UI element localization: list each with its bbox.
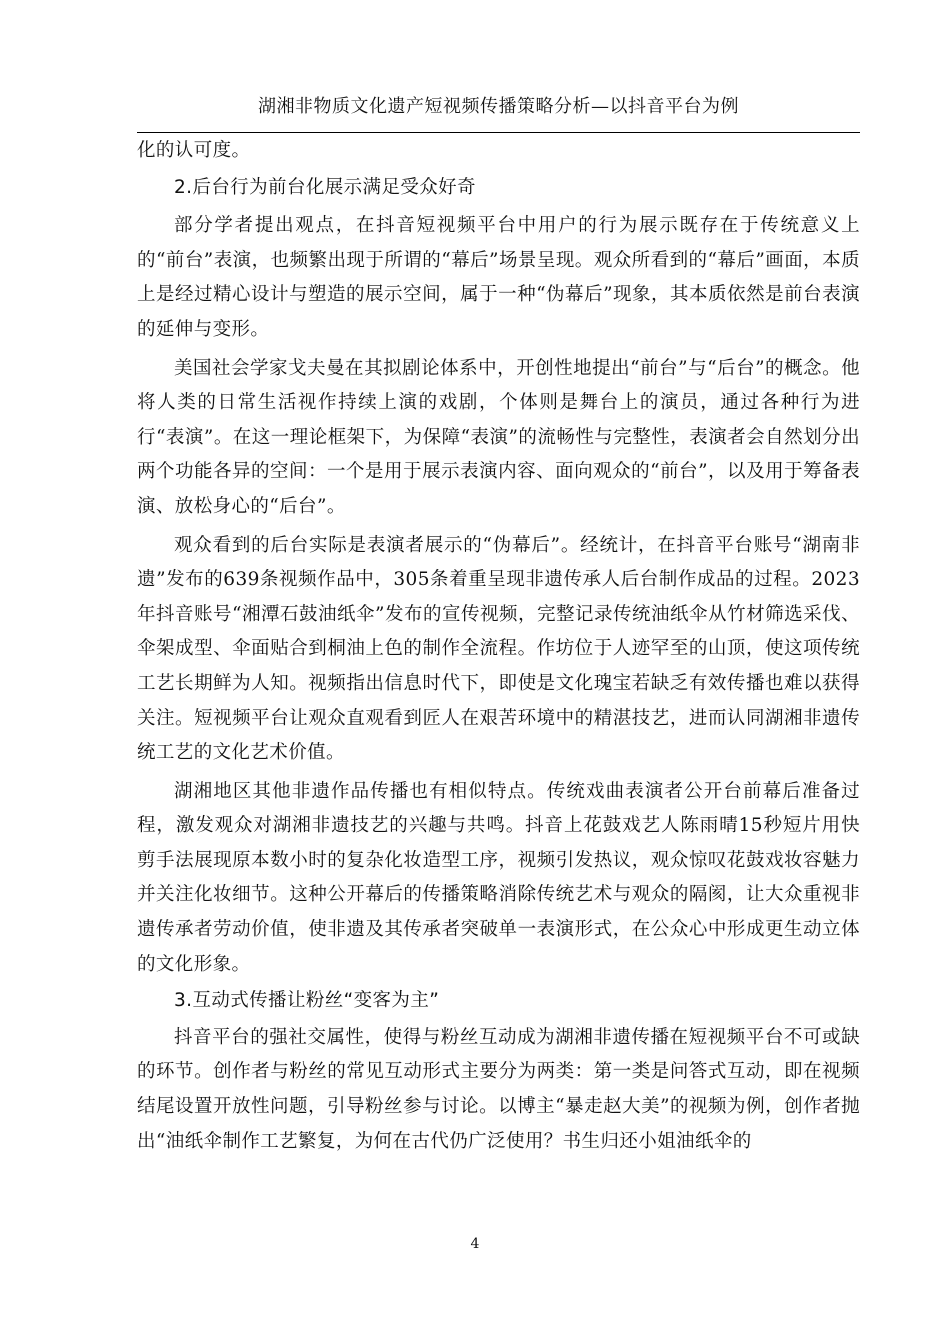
section-heading-2: 2.后台行为前台化展示满足受众好奇 xyxy=(174,176,476,198)
page-header-title: 湖湘非物质文化遗产短视频传播策略分析—以抖音平台为例 xyxy=(258,96,739,117)
page-number: 4 xyxy=(470,1236,480,1252)
paragraph: 观众看到的后台实际是表演者展示的“伪幕后”。经统计，在抖音平台账号“湖南非遗”发布的639条视频作品中，305条着重呈现非遗传承人后台制作成品的过程。2023年抖音账号“湘潭石鼓油纸伞”发布的宣传视频，完整记录传统油纸伞从竹材筛选采伐、伞架成型、伞面贴合到桐油上色的制作全流程。作坊位于人迹罕至的山顶，使这项传统工艺长期鲜为人知。视频指出信息时代下，即使是文化瑰宝若缺乏有效传播也难以获得关注。短视频平台让观众直观看到匠人在艰苦环境中的精湛技艺，进而认同湖湘非遗传统工艺的文化艺术价值。 xyxy=(137,534,860,764)
section-heading-3: 3.互动式传播让粉丝“变客为主” xyxy=(174,990,440,1012)
paragraph-continuation: 化的认可度。 xyxy=(137,140,251,161)
paragraph: 部分学者提出观点，在抖音短视频平台中用户的行为展示既存在于传统意义上的“前台”表演，也频繁出现于所谓的“幕后”场景呈现。观众所看到的“幕后”画面，本质上是经过精心设计与塑造的展示空间，属于一种“伪幕后”现象，其本质依然是前台表演的延伸与变形。 xyxy=(137,215,860,340)
paragraph: 湖湘地区其他非遗作品传播也有相似特点。传统戏曲表演者公开台前幕后准备过程，激发观众对湖湘非遗技艺的兴趣与共鸣。抖音上花鼓戏艺人陈雨晴15秒短片用快剪手法展现原本数小时的复杂化妆造型工序，视频引发热议，观众惊叹花鼓戏妆容魅力并关注化妆细节。这种公开幕后的传播策略消除传统艺术与观众的隔阂，让大众重视非遗传承者劳动价值，使非遗及其传承者突破单一表演形式，在公众心中形成更生动立体的文化形象。 xyxy=(137,780,860,975)
paragraph: 美国社会学家戈夫曼在其拟剧论体系中，开创性地提出“前台”与“后台”的概念。他将人类的日常生活视作持续上演的戏剧，个体则是舞台上的演员，通过各种行为进行“表演”。在这一理论框架下，为保障“表演”的流畅性与完整性，表演者会自然划分出两个功能各异的空间：一个是用于展示表演内容、面向观众的“前台”，以及用于筹备表演、放松身心的“后台”。 xyxy=(137,357,860,517)
header-divider xyxy=(137,132,860,133)
paragraph: 抖音平台的强社交属性，使得与粉丝互动成为湖湘非遗传播在短视频平台不可或缺的环节。创作者与粉丝的常见互动形式主要分为两类：第一类是问答式互动，即在视频结尾设置开放性问题，引导粉丝参与讨论。以博主“暴走赵大美”的视频为例，创作者抛出“油纸伞制作工艺繁复，为何在古代仍广泛使用？书生归还小姐油纸伞的 xyxy=(137,1026,860,1152)
document-body xyxy=(137,134,860,1159)
